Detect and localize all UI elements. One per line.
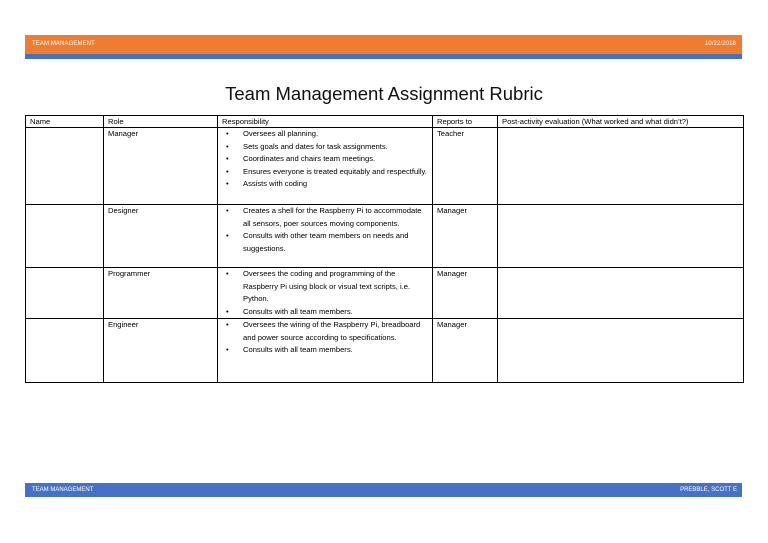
list-item: • Consults with all team members. bbox=[222, 306, 428, 319]
list-item: • Oversees all planning. bbox=[222, 128, 428, 141]
evaluation-cell[interactable] bbox=[498, 205, 744, 268]
list-item: • Oversees the coding and programming of the Raspberry Pi using block or visual text scripts, i.e. Python. bbox=[222, 268, 428, 306]
rubric-table bbox=[25, 115, 744, 383]
evaluation-cell[interactable] bbox=[498, 128, 744, 205]
list-item: • Oversees the wiring of the Raspberry Pi, breadboard and power source according to specifications. bbox=[222, 319, 428, 344]
column-header-reports-to: Reports to bbox=[433, 116, 498, 128]
name-cell[interactable] bbox=[26, 268, 104, 319]
reports-to-cell: Manager bbox=[433, 205, 498, 268]
reports-to-cell: Manager bbox=[433, 319, 498, 383]
responsibility-list bbox=[222, 319, 428, 357]
evaluation-cell[interactable] bbox=[498, 319, 744, 383]
evaluation-cell[interactable] bbox=[498, 268, 744, 319]
list-item: • Assists with coding bbox=[222, 178, 428, 191]
table-header-row bbox=[26, 116, 744, 128]
responsibility-cell bbox=[218, 319, 433, 383]
list-item: • Creates a shell for the Raspberry Pi to accommodate all sensors, poer sources moving components. bbox=[222, 205, 428, 230]
role-cell: Designer bbox=[104, 205, 218, 268]
column-header-responsibility: Responsibility bbox=[218, 116, 433, 128]
page-footer bbox=[25, 483, 742, 497]
column-header-role: Role bbox=[104, 116, 218, 128]
list-item: • Coordinates and chairs team meetings. bbox=[222, 153, 428, 166]
header-accent-strip bbox=[25, 54, 742, 59]
responsibility-list bbox=[222, 205, 428, 255]
column-header-name: Name bbox=[26, 116, 104, 128]
document-title: Team Management Assignment Rubric bbox=[225, 83, 543, 104]
table-row bbox=[26, 319, 744, 383]
table-row bbox=[26, 128, 744, 205]
column-header-evaluation: Post-activity evaluation (What worked and what didn’t?) bbox=[498, 116, 744, 128]
reports-to-cell: Manager bbox=[433, 268, 498, 319]
reports-to-cell: Teacher bbox=[433, 128, 498, 205]
role-cell: Manager bbox=[104, 128, 218, 205]
name-cell[interactable] bbox=[26, 319, 104, 383]
page-header bbox=[25, 35, 742, 54]
list-item: • Ensures everyone is treated equitably and respectfully. bbox=[222, 166, 428, 179]
table-row bbox=[26, 268, 744, 319]
role-cell: Programmer bbox=[104, 268, 218, 319]
footer-author: PREBBLE, SCOTT E bbox=[680, 487, 737, 493]
list-item: • Consults with all team members. bbox=[222, 344, 428, 357]
responsibility-cell bbox=[218, 268, 433, 319]
responsibility-cell bbox=[218, 205, 433, 268]
header-left-text: TEAM MANAGEMENT bbox=[32, 41, 95, 47]
header-date: 10/22/2018 bbox=[704, 41, 736, 47]
role-cell: Engineer bbox=[104, 319, 218, 383]
name-cell[interactable] bbox=[26, 205, 104, 268]
responsibility-cell bbox=[218, 128, 433, 205]
name-cell[interactable] bbox=[26, 128, 104, 205]
responsibility-list bbox=[222, 268, 428, 318]
responsibility-list bbox=[222, 128, 428, 191]
list-item: • Sets goals and dates for task assignments. bbox=[222, 141, 428, 154]
table-row bbox=[26, 205, 744, 268]
footer-left-text: TEAM MANAGEMENT bbox=[32, 487, 94, 493]
list-item: • Consults with other team members on needs and suggestions. bbox=[222, 230, 428, 255]
